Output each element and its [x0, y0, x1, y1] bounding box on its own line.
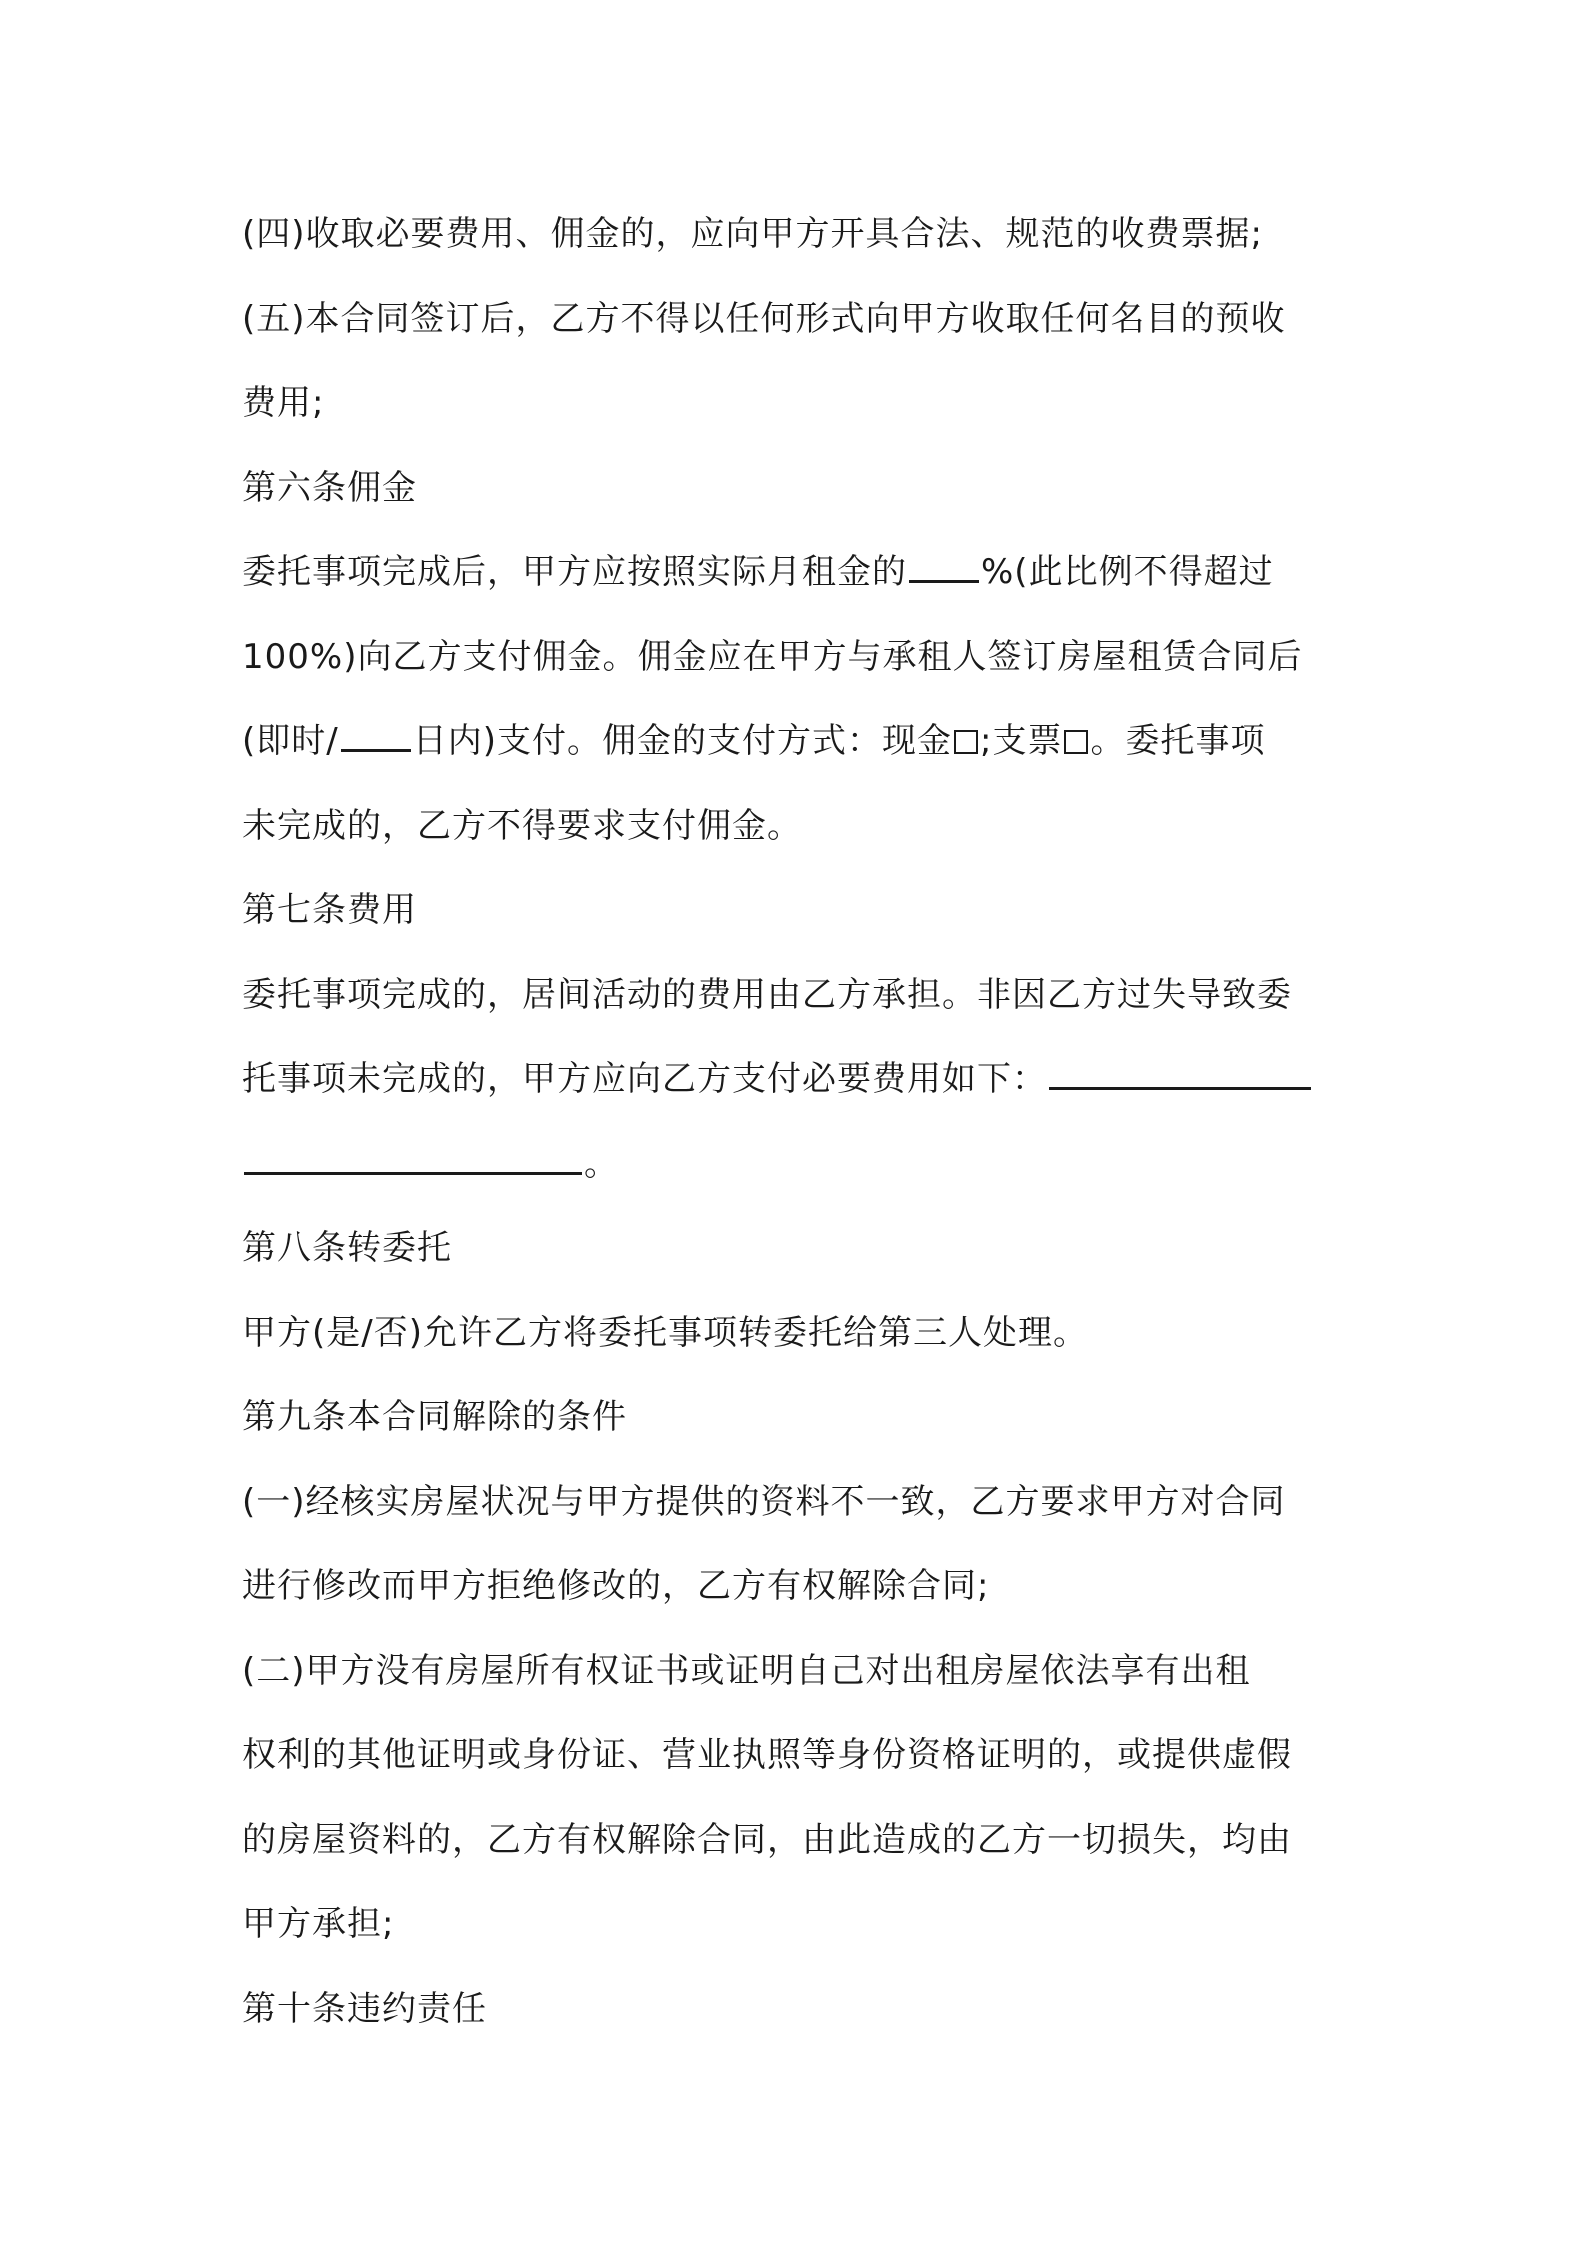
article-8-heading — [242, 1216, 1362, 1301]
commission-line-1 — [242, 540, 1362, 625]
article-7-heading — [242, 878, 1362, 963]
expense-blank-2[interactable] — [244, 1136, 582, 1175]
article-10-heading — [242, 1977, 1362, 2062]
text-line: 甲方承担; — [242, 1904, 395, 1944]
text-line: 权利的其他证明或身份证、营业执照等身份资格证明的，或提供虚假 — [242, 1735, 1292, 1775]
text-line: (一)经核实房屋状况与甲方提供的资料不一致，乙方要求甲方对合同 — [242, 1481, 1286, 1522]
article-9-heading — [242, 1385, 1362, 1470]
text-segment: 。 — [584, 1143, 619, 1184]
termination-line-2 — [242, 1554, 1362, 1639]
commission-percent-blank[interactable] — [909, 544, 979, 583]
payment-days-blank[interactable] — [341, 713, 411, 752]
termination-line-3 — [242, 1639, 1362, 1724]
text-line: (五)本合同签订后，乙方不得以任何形式向甲方收取任何名目的预收 — [242, 298, 1286, 339]
expense-line-3 — [242, 1132, 1362, 1217]
subdelegation-line — [242, 1301, 1362, 1386]
article-6-heading — [242, 456, 1362, 541]
document-body — [242, 202, 1362, 2061]
text-segment: 日内)支付。佣金的支付方式：现金 — [412, 721, 952, 761]
clause-5-item-cont — [242, 371, 1362, 456]
heading-text: 第八条转委托 — [242, 1228, 452, 1268]
text-line: 的房屋资料的，乙方有权解除合同，由此造成的乙方一切损失，均由 — [242, 1819, 1292, 1860]
expense-blank-1[interactable] — [1049, 1051, 1311, 1090]
heading-text: 第九条本合同解除的条件 — [242, 1397, 627, 1437]
text-segment: (即时/ — [242, 721, 339, 761]
termination-line-6 — [242, 1892, 1362, 1977]
termination-line-5 — [242, 1808, 1362, 1893]
text-segment: 委托事项完成后，甲方应按照实际月租金的 — [242, 552, 907, 592]
commission-line-3 — [242, 709, 1362, 794]
heading-text: 第七条费用 — [242, 890, 417, 930]
text-line: 进行修改而甲方拒绝修改的，乙方有权解除合同; — [242, 1566, 990, 1606]
expense-line-2 — [242, 1047, 1362, 1132]
termination-line-1 — [242, 1470, 1362, 1555]
text-segment: %(此比例不得超过 — [981, 552, 1274, 592]
heading-text: 第十条违约责任 — [242, 1988, 487, 2029]
text-line: 未完成的，乙方不得要求支付佣金。 — [242, 805, 802, 846]
text-line: 甲方(是/否)允许乙方将委托事项转委托给第三人处理。 — [242, 1312, 1088, 1353]
text-line: 费用; — [242, 383, 325, 423]
termination-line-4 — [242, 1723, 1362, 1808]
clause-5-item — [242, 287, 1362, 372]
clause-4-item — [242, 202, 1362, 287]
text-segment: ;支票 — [980, 721, 1063, 761]
text-segment: 。委托事项 — [1090, 721, 1266, 761]
text-segment: 托事项未完成的，甲方应向乙方支付必要费用如下： — [242, 1059, 1047, 1099]
text-line: 100%)向乙方支付佣金。佣金应在甲方与承租人签订房屋租赁合同后 — [242, 636, 1303, 677]
commission-line-4 — [242, 794, 1362, 879]
text-line: (四)收取必要费用、佣金的，应向甲方开具合法、规范的收费票据; — [242, 214, 1263, 254]
text-line: (二)甲方没有房屋所有权证书或证明自己对出租房屋依法享有出租 — [242, 1650, 1251, 1691]
commission-line-2 — [242, 625, 1362, 710]
text-line: 委托事项完成的，居间活动的费用由乙方承担。非因乙方过失导致委 — [242, 974, 1292, 1015]
heading-text: 第六条佣金 — [242, 467, 417, 508]
cash-checkbox[interactable] — [954, 730, 978, 754]
cheque-checkbox[interactable] — [1064, 730, 1088, 754]
expense-line-1 — [242, 963, 1362, 1048]
